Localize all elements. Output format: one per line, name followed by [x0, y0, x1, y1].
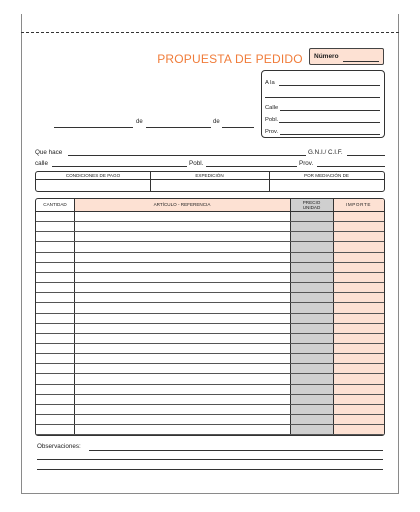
- table-row[interactable]: [36, 302, 384, 312]
- recipient-province-row[interactable]: [265, 126, 380, 136]
- shipping-header: EXPEDICIÓN: [195, 173, 224, 178]
- table-row[interactable]: [36, 414, 384, 424]
- table-row[interactable]: [36, 373, 384, 383]
- table-row[interactable]: [36, 231, 384, 241]
- que-hace-row[interactable]: [35, 147, 385, 157]
- conditions-box: [35, 171, 385, 192]
- recipient-line-2[interactable]: [265, 89, 380, 99]
- recipient-street-row[interactable]: [265, 102, 380, 112]
- pobl-label: Pobl.: [189, 160, 204, 167]
- article-header: ARTÍCULO - REFERENCIA: [153, 202, 211, 207]
- unit-price-header: PRECIO UNIDAD: [302, 200, 321, 210]
- recipient-street-label: Calle: [265, 105, 279, 111]
- table-row[interactable]: [36, 343, 384, 353]
- payment-terms-field[interactable]: [36, 180, 150, 192]
- recipient-box: [261, 70, 385, 138]
- recipient-town-row[interactable]: [265, 114, 380, 124]
- table-row[interactable]: [36, 353, 384, 363]
- prov-label: Prov.: [299, 160, 314, 167]
- observations-section[interactable]: [35, 436, 385, 471]
- table-row[interactable]: [36, 252, 384, 262]
- number-label: Número: [314, 53, 339, 60]
- table-row[interactable]: [36, 221, 384, 231]
- table-row[interactable]: [36, 404, 384, 414]
- recipient-to-row[interactable]: [265, 77, 380, 87]
- quantity-header: CANTIDAD: [43, 202, 67, 207]
- que-hace-label: Que hace: [35, 149, 63, 156]
- amount-header: IMPORTE: [345, 202, 372, 207]
- mediation-header: POR MEDIACIÓN DE: [304, 173, 349, 178]
- number-box[interactable]: [309, 48, 384, 65]
- table-row[interactable]: [36, 211, 384, 221]
- calle-label: calle: [35, 160, 48, 167]
- order-items-table: [35, 198, 385, 436]
- number-line: [343, 61, 379, 62]
- mediation-field[interactable]: [270, 180, 384, 192]
- date-de-1: de: [136, 119, 143, 125]
- table-row[interactable]: [36, 323, 384, 333]
- table-row[interactable]: [36, 333, 384, 343]
- table-row[interactable]: [36, 292, 384, 302]
- recipient-town-label: Pobl.: [265, 117, 279, 123]
- recipient-province-label: Prov.: [265, 129, 279, 135]
- date-de-2: de: [213, 119, 220, 125]
- cif-label: G.N.I./ C.I.F.: [308, 149, 343, 156]
- table-row[interactable]: [36, 384, 384, 394]
- observations-label: Observaciones:: [37, 443, 81, 450]
- table-row[interactable]: [36, 424, 384, 434]
- shipping-field[interactable]: [151, 180, 269, 192]
- table-row[interactable]: [36, 363, 384, 373]
- table-row[interactable]: [36, 313, 384, 323]
- table-row[interactable]: [36, 262, 384, 272]
- table-row[interactable]: [36, 394, 384, 404]
- form-title: PROPUESTA DE PEDIDO: [157, 52, 303, 66]
- table-row[interactable]: [36, 272, 384, 282]
- table-row[interactable]: [36, 241, 384, 251]
- perforation-line: [21, 32, 399, 33]
- payment-terms-header: CONDICIONES DE PAGO: [65, 173, 121, 178]
- recipient-to-label: A la: [265, 80, 275, 86]
- calle-row[interactable]: [35, 158, 385, 168]
- table-row[interactable]: [36, 282, 384, 292]
